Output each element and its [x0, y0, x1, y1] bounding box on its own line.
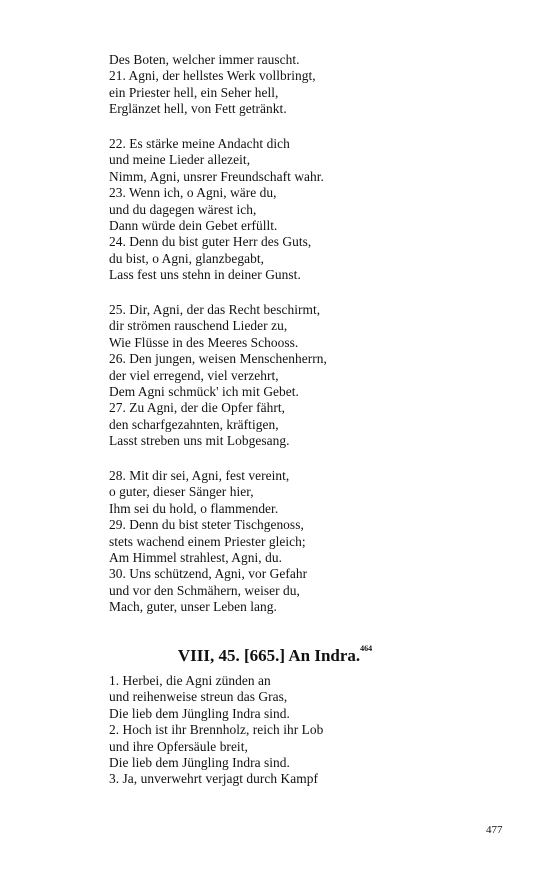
verse-line: ein Priester hell, ein Seher hell,: [109, 84, 279, 100]
page-number: 477: [486, 824, 503, 836]
verse-line: 3. Ja, unverwehrt verjagt durch Kampf: [109, 771, 318, 787]
verse-line: Ihm sei du hold, o flammender.: [109, 500, 279, 516]
verse-line: Lass fest uns stehn in deiner Gunst.: [109, 267, 301, 283]
section-heading-text: VIII, 45. [665.] An Indra.: [177, 646, 361, 665]
verse-line: und du dagegen wärest ich,: [109, 201, 257, 217]
verse-line: Die lieb dem Jüngling Indra sind.: [109, 705, 290, 721]
stanza-1: [109, 52, 409, 118]
verse-line: 1. Herbei, die Agni zünden an: [109, 673, 271, 688]
footnote-marker[interactable]: 464: [360, 644, 373, 654]
verse-line: 25. Dir, Agni, der das Recht beschirmt,: [109, 302, 321, 317]
verse-line: und reihenweise streun das Gras,: [109, 689, 288, 705]
verse-line: Erglänzet hell, von Fett getränkt.: [109, 101, 287, 117]
stanza-2: [109, 136, 409, 284]
verse-line: 2. Hoch ist ihr Brennholz, reich ihr Lob: [109, 722, 324, 738]
verse-line: 24. Denn du bist guter Herr des Guts,: [109, 234, 312, 250]
verse-line: 21. Agni, der hellstes Werk vollbringt,: [109, 68, 316, 84]
section-heading: [0, 646, 550, 666]
verse-line: Am Himmel strahlest, Agni, du.: [109, 549, 282, 565]
verse-line: den scharfgezahnten, kräftigen,: [109, 416, 279, 432]
verse-line: dir strömen rauschend Lieder zu,: [109, 318, 288, 334]
verse-line: und ihre Opfersäule breit,: [109, 738, 248, 754]
verse-line: der viel erregend, viel verzehrt,: [109, 367, 279, 383]
verse-line: Dann würde dein Gebet erfüllt.: [109, 217, 278, 233]
verse-line: 27. Zu Agni, der die Opfer fährt,: [109, 400, 286, 416]
verse-line: und vor den Schmähern, weiser du,: [109, 582, 300, 598]
verse-line: Wie Flüsse in des Meeres Schooss.: [109, 334, 299, 350]
verse-line: Mach, guter, unser Leben lang.: [109, 599, 277, 615]
verse-line: 26. Den jungen, weisen Menschenherrn,: [109, 351, 327, 367]
verse-line: Die lieb dem Jüngling Indra sind.: [109, 754, 290, 770]
verse-line: und meine Lieder allezeit,: [109, 152, 251, 168]
verse-line: stets wachend einem Priester gleich;: [109, 533, 306, 549]
verse-line: Des Boten, welcher immer rauscht.: [109, 52, 300, 67]
verse-line: 22. Es stärke meine Andacht dich: [109, 136, 290, 151]
stanza-3: [109, 302, 409, 450]
stanza-4: [109, 468, 409, 616]
verse-line: Nimm, Agni, unsrer Freundschaft wahr.: [109, 168, 324, 184]
verse-line: 30. Uns schützend, Agni, vor Gefahr: [109, 566, 308, 582]
verse-line: 29. Denn du bist steter Tischgenoss,: [109, 517, 304, 533]
verse-line: Dem Agni schmück' ich mit Gebet.: [109, 383, 299, 399]
verse-line: 23. Wenn ich, o Agni, wäre du,: [109, 185, 277, 201]
stanza-5: [109, 673, 409, 788]
verse-line: du bist, o Agni, glanzbegabt,: [109, 250, 265, 266]
verse-line: 28. Mit dir sei, Agni, fest vereint,: [109, 468, 290, 483]
verse-line: o guter, dieser Sänger hier,: [109, 484, 254, 500]
verse-line: Lasst streben uns mit Lobgesang.: [109, 433, 290, 449]
